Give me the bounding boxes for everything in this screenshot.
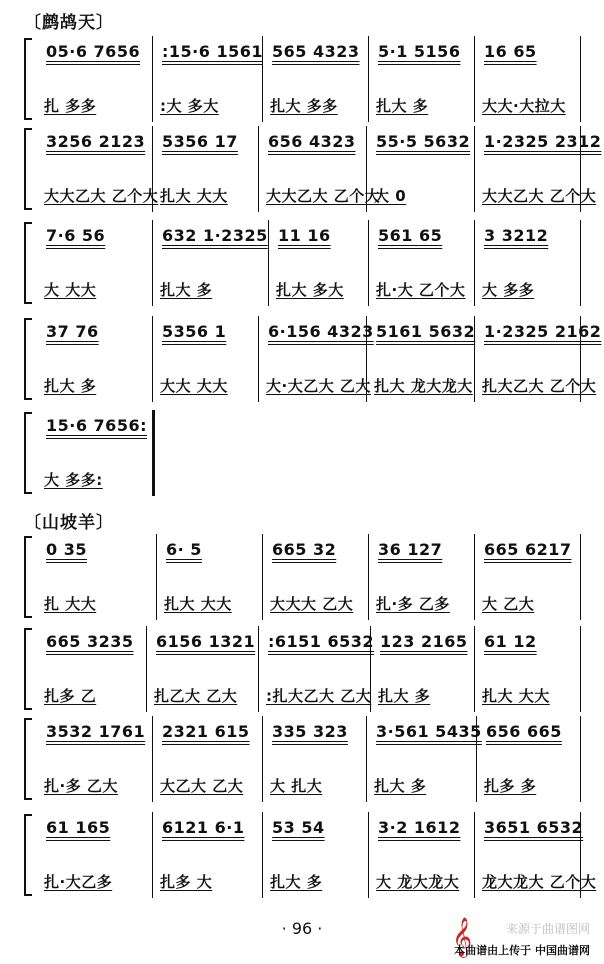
measure <box>36 410 150 496</box>
percussion: 扎大 龙大龙大 <box>374 377 473 395</box>
percussion: 扎大 多 <box>44 377 97 395</box>
measure <box>36 220 148 306</box>
measure <box>36 812 152 898</box>
notation: 656 665 <box>486 722 562 741</box>
measure <box>152 220 268 306</box>
percussion: 扎大 多多 <box>270 97 338 115</box>
percussion: 扎大 多 <box>374 777 427 795</box>
notation: 665 6217 <box>484 540 572 559</box>
percussion: 扎大 多 <box>160 281 213 299</box>
staff-line <box>24 36 580 122</box>
percussion: 大 乙大 <box>482 595 535 613</box>
measure <box>152 716 262 802</box>
measure <box>368 220 474 306</box>
percussion: 大 多多 <box>482 281 535 299</box>
notation: 3651 6532 <box>484 818 584 837</box>
measure <box>258 126 381 212</box>
measure <box>474 316 602 402</box>
notation: 15·6 7656: <box>46 416 147 435</box>
notation: 36 127 <box>378 540 443 559</box>
percussion: 扎乙大 乙大 <box>154 687 238 705</box>
percussion: :大 多大 <box>160 97 219 115</box>
section-title: 〔山坡羊〕 <box>24 513 114 533</box>
brace <box>24 412 32 494</box>
treble-clef-logo-icon: 𝄞 <box>452 917 473 957</box>
measure <box>36 316 148 402</box>
notation: :6151 6532 <box>268 632 375 651</box>
notation: 0 35 <box>46 540 87 559</box>
measure <box>146 626 258 712</box>
brace <box>24 718 32 800</box>
notation: 6156 1321 <box>156 632 256 651</box>
measure <box>262 716 366 802</box>
measure <box>152 126 258 212</box>
measure <box>476 716 580 802</box>
percussion: 大大乙大 乙个大 <box>266 187 381 205</box>
notation: 335 323 <box>272 722 348 741</box>
percussion: 扎大 多大 <box>276 281 344 299</box>
percussion: 扎大 大大 <box>160 187 228 205</box>
percussion: :扎大乙大 乙大 <box>266 687 372 705</box>
measure <box>152 36 262 122</box>
measure <box>156 534 262 620</box>
notation: 123 2165 <box>380 632 468 651</box>
measure <box>258 316 374 402</box>
measure <box>36 534 154 620</box>
notation: 6· 5 <box>166 540 202 559</box>
notation: 16 65 <box>484 42 537 61</box>
staff-line <box>24 716 580 802</box>
percussion: 扎大 多 <box>378 687 431 705</box>
percussion: 大大乙大 乙个大 <box>482 187 597 205</box>
brace <box>24 814 32 896</box>
measure <box>474 220 580 306</box>
notation: 632 1·2325 <box>162 226 268 245</box>
notation: 1·2325 2162 <box>484 322 602 341</box>
staff-line <box>24 220 580 306</box>
notation: 2321 615 <box>162 722 250 741</box>
notation: 665 32 <box>272 540 337 559</box>
percussion: 扎多 乙 <box>44 687 97 705</box>
measure <box>36 626 146 712</box>
notation: 3·2 1612 <box>378 818 461 837</box>
measure <box>368 36 474 122</box>
percussion: 扎大 多 <box>376 97 429 115</box>
measure <box>474 534 580 620</box>
page-number: · 96 · <box>281 919 323 938</box>
percussion: 大大大 乙大 <box>270 595 354 613</box>
percussion: 大乙大 乙大 <box>160 777 244 795</box>
notation: 05·6 7656 <box>46 42 141 61</box>
measure <box>368 812 474 898</box>
percussion: 扎多 多 <box>484 777 537 795</box>
percussion: 扎·多 乙多 <box>376 595 450 613</box>
percussion: 扎大 大大 <box>482 687 550 705</box>
measure <box>268 220 368 306</box>
percussion: 大 多多: <box>44 471 103 489</box>
percussion: 大 龙大龙大 <box>376 873 460 891</box>
measure <box>262 812 368 898</box>
percussion: 大 大大 <box>44 281 97 299</box>
staff-line <box>24 126 602 212</box>
measure <box>474 626 580 712</box>
measure <box>474 126 602 212</box>
brace <box>24 536 32 618</box>
measure <box>262 36 368 122</box>
measure <box>370 626 474 712</box>
notation: 665 3235 <box>46 632 134 651</box>
notation: 3532 1761 <box>46 722 146 741</box>
measure <box>366 316 474 402</box>
percussion: 龙大龙大 乙个大 <box>482 873 597 891</box>
percussion: 大大·大拉大 <box>482 97 566 115</box>
measure <box>262 534 368 620</box>
measure <box>474 36 580 122</box>
measure <box>366 126 474 212</box>
notation: 6·156 4323 <box>268 322 374 341</box>
measure <box>368 534 474 620</box>
percussion: 扎大乙大 乙个大 <box>482 377 597 395</box>
staff-line <box>24 626 580 712</box>
notation: 61 165 <box>46 818 111 837</box>
percussion: 扎·大 乙个大 <box>376 281 466 299</box>
measure <box>152 812 262 898</box>
percussion: 大大 大大 <box>160 377 228 395</box>
footer-credit: 本曲谱由上传于 中国曲谱网 <box>454 944 590 957</box>
notation: 5·1 5156 <box>378 42 461 61</box>
notation: 7·6 56 <box>46 226 106 245</box>
notation: 1·2325 2312 <box>484 132 602 151</box>
measure <box>152 316 258 402</box>
notation: 6121 6·1 <box>162 818 245 837</box>
measure <box>36 36 148 122</box>
measure <box>474 812 597 898</box>
brace <box>24 38 32 120</box>
notation: 53 54 <box>272 818 325 837</box>
brace <box>24 128 32 210</box>
notation: 55·5 5632 <box>376 132 471 151</box>
percussion: 大 0 <box>374 187 407 205</box>
brace <box>24 318 32 400</box>
notation: 3 3212 <box>484 226 549 245</box>
percussion: 大 扎大 <box>270 777 323 795</box>
section-title: 〔鹧鸪天〕 <box>24 13 114 33</box>
percussion: 扎大 多 <box>270 873 323 891</box>
staff-line <box>24 410 154 496</box>
measure <box>366 716 482 802</box>
notation: 37 76 <box>46 322 99 341</box>
percussion: 大大乙大 乙个大 <box>44 187 159 205</box>
notation: 656 4323 <box>268 132 356 151</box>
percussion: 扎大 大大 <box>164 595 232 613</box>
brace <box>24 628 32 710</box>
percussion: 大·大乙大 乙大 <box>266 377 371 395</box>
notation: 561 65 <box>378 226 443 245</box>
notation: :15·6 1561 <box>162 42 263 61</box>
percussion: 扎·大乙多 <box>44 873 113 891</box>
notation: 3·561 5435 <box>376 722 482 741</box>
staff-line <box>24 534 580 620</box>
measure <box>36 126 159 212</box>
notation: 5356 1 <box>162 322 227 341</box>
watermark: 来源于曲谱图网 <box>505 922 590 936</box>
measure <box>258 626 375 712</box>
brace <box>24 222 32 304</box>
notation: 11 16 <box>278 226 331 245</box>
percussion: 扎多 大 <box>160 873 213 891</box>
notation: 565 4323 <box>272 42 360 61</box>
measure <box>36 716 152 802</box>
notation: 5356 17 <box>162 132 238 151</box>
notation: 5161 5632 <box>376 322 476 341</box>
staff-line <box>24 316 602 402</box>
notation: 61 12 <box>484 632 537 651</box>
percussion: 扎 多多 <box>44 97 97 115</box>
percussion: 扎 大大 <box>44 595 97 613</box>
percussion: 扎·多 乙大 <box>44 777 118 795</box>
notation: 3256 2123 <box>46 132 146 151</box>
staff-line <box>24 812 597 898</box>
